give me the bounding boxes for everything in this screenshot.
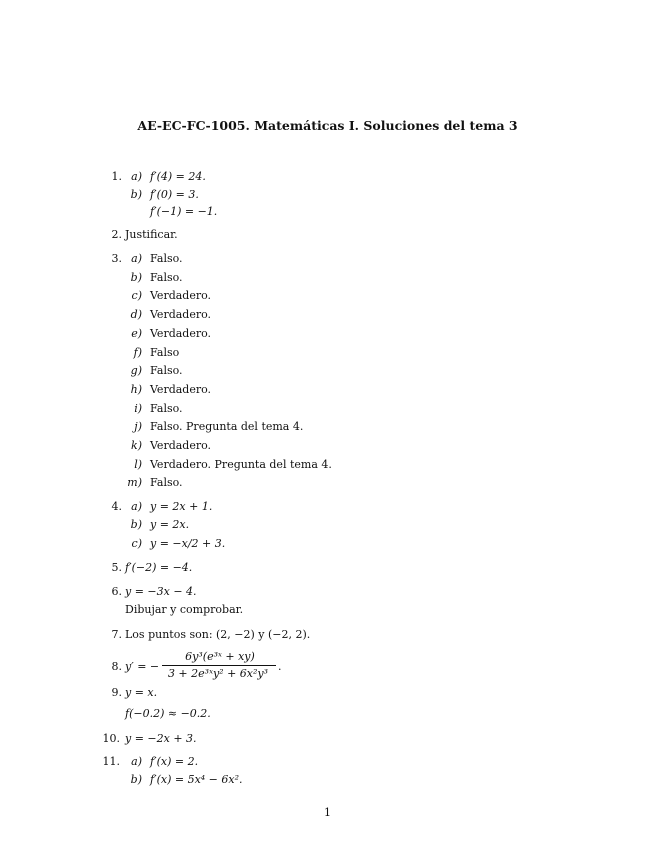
q1-b-label: b) — [130, 188, 142, 201]
q3-item-label: c) — [131, 289, 142, 302]
item-number-8: 8. — [111, 660, 122, 673]
q3-item-label: l) — [134, 458, 142, 471]
q8-lhs: y′ = − — [125, 660, 160, 673]
q3-item-label: a) — [131, 252, 142, 265]
q3-item-label: j) — [134, 420, 142, 433]
q3-item-label: f) — [133, 346, 142, 359]
q1-a-label: a) — [131, 170, 142, 183]
q8-period: . — [278, 660, 282, 673]
q3-item-answer: Verdadero. — [150, 383, 212, 396]
q3-item-answer: Falso. — [150, 271, 183, 284]
item-number-10: 10. — [102, 732, 120, 745]
q10-answer: y = −2x + 3. — [125, 732, 197, 745]
q3-item-label: g) — [130, 364, 142, 377]
q4-a-answer: y = 2x + 1. — [150, 500, 213, 513]
q3-item-label: e) — [131, 327, 142, 340]
q4-a-label: a) — [131, 500, 142, 513]
document-title: AE-EC-FC-1005. Matemáticas I. Soluciones del tema 3 — [137, 118, 518, 133]
q3-item-label: d) — [130, 308, 142, 321]
q2-answer: Justificar. — [125, 228, 178, 241]
item-number-2: 2. — [111, 228, 122, 241]
q3-item-answer: Verdadero. — [150, 308, 212, 321]
q3-item-answer: Verdadero. — [150, 289, 212, 302]
item-number-6: 6. — [111, 585, 122, 598]
q3-item-label: m) — [127, 476, 142, 489]
q11-b-answer: f′(x) = 5x⁴ − 6x². — [150, 773, 243, 786]
item-number-5: 5. — [111, 561, 122, 574]
q6-answer: y = −3x − 4. — [125, 585, 197, 598]
q9-answer: y = x. — [125, 686, 158, 699]
q3-item-answer: Verdadero. — [150, 439, 212, 452]
q3-item-answer: Verdadero. Pregunta del tema 4. — [150, 458, 332, 471]
q3-item-answer: Falso. Pregunta del tema 4. — [150, 420, 304, 433]
q4-c-answer: y = −x/2 + 3. — [150, 537, 226, 550]
q1-b-answer-1: f′(0) = 3. — [150, 188, 199, 201]
item-number-7: 7. — [111, 628, 122, 641]
q8-numerator: 6y³(e³ˣ + xy) — [185, 650, 255, 663]
page-number: 1 — [324, 806, 331, 819]
q6-note: Dibujar y comprobar. — [125, 603, 244, 616]
q3-item-label: h) — [130, 383, 142, 396]
q11-a-label: a) — [131, 755, 142, 768]
q3-item-label: i) — [134, 402, 142, 415]
item-number-11: 11. — [102, 755, 120, 768]
q3-item-answer: Falso. — [150, 364, 183, 377]
q3-item-answer: Verdadero. — [150, 327, 212, 340]
item-number-1: 1. — [111, 170, 122, 183]
q11-b-label: b) — [130, 773, 142, 786]
q3-item-answer: Falso. — [150, 402, 183, 415]
q1-b-answer-2: f′(−1) = −1. — [150, 205, 218, 218]
q1-a-answer: f′(4) = 24. — [150, 170, 206, 183]
q4-b-label: b) — [130, 518, 142, 531]
q3-item-answer: Falso — [150, 346, 180, 359]
item-number-4: 4. — [111, 500, 122, 513]
q5-answer: f′(−2) = −4. — [125, 561, 193, 574]
q7-answer: Los puntos son: (2, −2) y (−2, 2). — [125, 628, 311, 641]
q3-item-answer: Falso. — [150, 252, 183, 265]
q4-b-answer: y = 2x. — [150, 518, 190, 531]
q3-item-label: k) — [131, 439, 142, 452]
q8-denominator: 3 + 2e³ˣy² + 6x²y³ — [167, 667, 269, 680]
q3-item-answer: Falso. — [150, 476, 183, 489]
q9-estimate: f(−0.2) ≈ −0.2. — [125, 707, 211, 720]
item-number-9: 9. — [111, 686, 122, 699]
q8-fraction-bar — [162, 665, 276, 666]
q3-item-label: b) — [130, 271, 142, 284]
item-number-3: 3. — [111, 252, 122, 265]
q4-c-label: c) — [131, 537, 142, 550]
q11-a-answer: f′(x) = 2. — [150, 755, 199, 768]
